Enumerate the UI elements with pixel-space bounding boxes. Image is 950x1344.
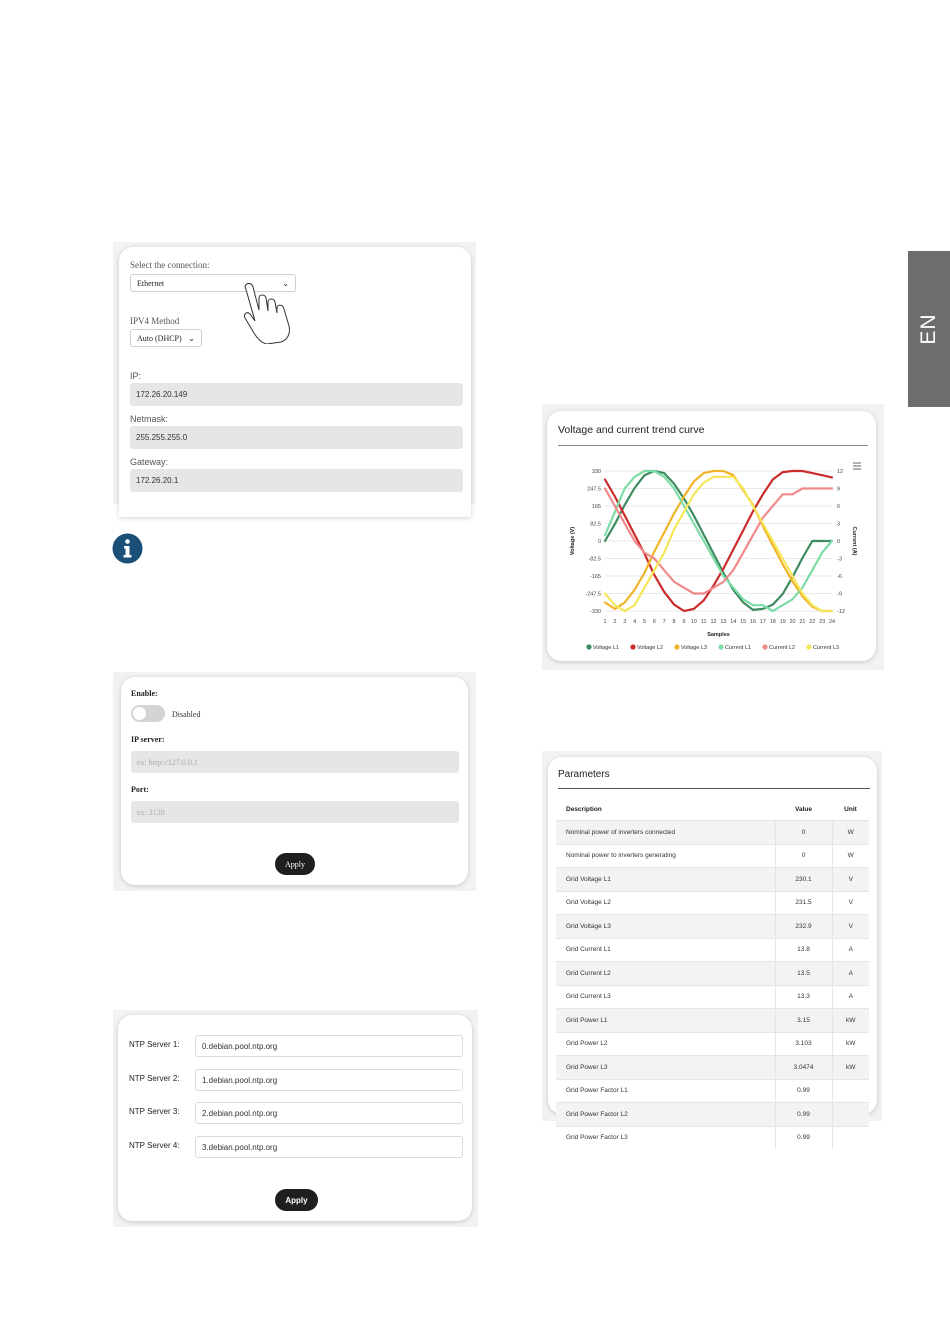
connection-label: Select the connection: [130, 260, 210, 270]
enable-toggle[interactable] [131, 705, 165, 722]
ntp-server-4-input[interactable]: 3.debian.pool.ntp.org [195, 1136, 463, 1158]
x-tick-label: 18 [769, 619, 776, 625]
table-row [556, 962, 869, 986]
column-header-value: Value [795, 805, 812, 813]
ip-server-label: IP server: [131, 735, 165, 744]
y2-axis-title: Current (A) [851, 526, 857, 556]
netmask-field[interactable]: 255.255.255.0 [130, 426, 463, 449]
y2-tick-label: -9 [837, 591, 842, 598]
table-row [556, 985, 869, 1009]
x-tick-label: 11 [700, 619, 707, 625]
legend-label: Voltage L3 [681, 645, 707, 651]
cell-description: Grid Power L2 [556, 1032, 775, 1056]
y-tick-label: -165 [589, 574, 601, 580]
gateway-field[interactable]: 172.26.20.1 [130, 469, 463, 492]
cell-value: 0 [775, 844, 832, 868]
cell-description: Nominal power of inverters connected [556, 821, 775, 845]
cell-unit [832, 1079, 869, 1103]
cell-unit: V [832, 891, 869, 915]
cell-value: 3.0474 [775, 1056, 832, 1080]
y2-tick-label: -6 [837, 574, 842, 580]
cell-description: Grid Power Factor L3 [556, 1126, 775, 1149]
cell-description: Grid Current L2 [556, 962, 775, 986]
cell-unit: A [832, 938, 869, 962]
x-tick-label: 7 [662, 619, 666, 625]
table-row [556, 821, 869, 845]
table-row [556, 1009, 869, 1033]
column-header-description: Description [566, 805, 602, 813]
ipv4-method-select[interactable] [130, 329, 202, 347]
ntp-server-4-label: NTP Server 4: [129, 1141, 180, 1150]
table-row [556, 1032, 869, 1056]
y-tick-label: -330 [589, 609, 601, 615]
ntp-server-1-input[interactable]: 0.debian.pool.ntp.org [195, 1035, 463, 1057]
x-tick-label: 4 [633, 619, 637, 625]
legend-marker [586, 644, 591, 649]
language-label: EN [917, 313, 940, 345]
x-tick-label: 8 [672, 619, 676, 625]
table-row [556, 844, 869, 868]
x-tick-label: 5 [642, 619, 647, 625]
cell-unit [832, 1126, 869, 1149]
trend-chart-screenshot [542, 404, 884, 670]
x-tick-label: 16 [749, 619, 757, 625]
x-tick-label: 6 [652, 619, 656, 625]
cell-value: 230.1 [775, 868, 832, 892]
legend-marker [674, 644, 679, 649]
apply-button[interactable]: Apply [275, 853, 315, 875]
x-tick-label: 15 [740, 619, 747, 625]
ntp-server-3-input[interactable]: 2.debian.pool.ntp.org [195, 1102, 463, 1124]
y2-tick-label: -3 [837, 556, 842, 563]
parameters-title: Parameters [558, 769, 610, 780]
y-tick-label: 165 [591, 504, 601, 510]
y2-tick-label: 6 [837, 504, 841, 510]
cell-value: 3.15 [775, 1009, 832, 1033]
legend-label: Current L1 [725, 645, 751, 651]
cell-description: Grid Current L3 [556, 985, 775, 1009]
ntp-server-3-label: NTP Server 3: [129, 1107, 180, 1116]
chart-title-divider [558, 445, 868, 446]
ntp-apply-button[interactable]: Apply [275, 1189, 318, 1211]
parameters-table [556, 798, 869, 1149]
x-tick-label: 10 [690, 619, 697, 625]
ipv4-method-label: IPV4 Method [130, 316, 180, 326]
cell-value: 13.3 [775, 985, 832, 1009]
cell-value: 0.99 [775, 1103, 832, 1127]
cell-description: Grid Voltage L2 [556, 891, 775, 915]
legend-marker [806, 644, 811, 649]
x-axis-title: Samples [707, 632, 730, 638]
x-tick-label: 3 [623, 619, 627, 625]
cell-unit: W [832, 844, 869, 868]
chart-title: Voltage and current trend curve [558, 424, 705, 436]
enable-label: Enable: [131, 689, 158, 698]
x-tick-label: 19 [779, 619, 786, 625]
trend-chart-card [547, 411, 876, 661]
toggle-knob [133, 707, 146, 720]
y-tick-label: -247.5 [585, 591, 601, 598]
ipv4-method-value: Auto (DHCP) [137, 333, 182, 343]
legend-label: Current L3 [813, 645, 839, 651]
cell-unit: A [832, 985, 869, 1009]
hand-pointer-icon [237, 280, 299, 344]
cell-unit: V [832, 868, 869, 892]
legend-marker [630, 644, 635, 649]
table-row [556, 891, 869, 915]
cell-description: Grid Voltage L1 [556, 868, 775, 892]
y2-tick-label: 0 [837, 539, 841, 545]
x-tick-label: 21 [799, 619, 806, 625]
cell-unit: kW [832, 1056, 869, 1080]
cell-description: Grid Power L1 [556, 1009, 775, 1033]
port-input[interactable]: ex: 3128 [131, 801, 459, 823]
cell-value: 0.99 [775, 1079, 832, 1103]
x-tick-label: 23 [819, 619, 826, 625]
x-tick-label: 20 [789, 619, 796, 625]
y2-tick-label: 12 [837, 469, 844, 475]
cell-unit: kW [832, 1009, 869, 1033]
table-row [556, 938, 869, 962]
cell-description: Grid Power Factor L1 [556, 1079, 775, 1103]
y2-tick-label: 3 [837, 521, 841, 528]
toggle-state-label: Disabled [172, 710, 201, 719]
ntp-settings-screenshot [113, 1010, 478, 1227]
cell-value: 13.5 [775, 962, 832, 986]
cell-description: Grid Current L1 [556, 938, 775, 962]
ntp-server-1-label: NTP Server 1: [129, 1040, 180, 1049]
network-settings-screenshot [113, 242, 476, 504]
cell-value: 0 [775, 821, 832, 845]
table-row [556, 868, 869, 892]
cell-unit: W [832, 821, 869, 845]
chevron-down-icon: ⌄ [188, 333, 195, 343]
cell-description: Nominal power to inverters generating [556, 844, 775, 868]
cell-description: Grid Power Factor L2 [556, 1103, 775, 1127]
cell-value: 231.5 [775, 891, 832, 915]
y-tick-label: 247.5 [587, 486, 601, 493]
cell-value: 232.9 [775, 915, 832, 939]
port-label: Port: [131, 785, 149, 794]
table-row [556, 1126, 869, 1149]
x-tick-label: 2 [613, 619, 617, 625]
ip-field[interactable]: 172.26.20.149 [130, 383, 463, 406]
ntp-server-2-label: NTP Server 2: [129, 1074, 180, 1083]
y-tick-label: 82.5 [590, 521, 601, 528]
info-icon [112, 533, 143, 564]
chevron-down-icon: ⌄ [282, 278, 289, 288]
x-tick-label: 1 [603, 619, 607, 625]
y-tick-label: -82.5 [588, 556, 601, 563]
cell-unit: V [832, 915, 869, 939]
cell-unit: kW [832, 1032, 869, 1056]
ip-server-input[interactable]: ex: http://127.0.0.1 [131, 751, 459, 773]
x-tick-label: 9 [682, 619, 686, 625]
y2-tick-label: -12 [837, 609, 845, 615]
x-tick-label: 17 [759, 619, 766, 625]
y-tick-label: 0 [597, 539, 601, 545]
x-tick-label: 24 [828, 619, 836, 625]
cell-description: Grid Voltage L3 [556, 915, 775, 939]
cell-value: 3.103 [775, 1032, 832, 1056]
trend-chart [547, 451, 876, 656]
legend-label: Current L2 [769, 645, 795, 651]
connection-value: Ethernet [137, 278, 165, 288]
cell-description: Grid Power L3 [556, 1056, 775, 1080]
ntp-server-2-input[interactable]: 1.debian.pool.ntp.org [195, 1069, 463, 1091]
cell-unit [832, 1103, 869, 1127]
column-header-unit: Unit [844, 805, 857, 813]
y-tick-label: 330 [591, 469, 601, 475]
netmask-label: Netmask: [130, 414, 169, 424]
language-tab [908, 251, 950, 407]
x-tick-label: 22 [809, 619, 816, 625]
table-row [556, 1056, 869, 1080]
ntp-settings-card [118, 1015, 472, 1221]
x-tick-label: 12 [710, 619, 717, 625]
legend-label: Voltage L1 [593, 645, 619, 651]
x-tick-label: 14 [730, 619, 737, 625]
cell-value: 0.99 [775, 1126, 832, 1149]
table-row [556, 1079, 869, 1103]
legend-label: Voltage L2 [637, 645, 663, 651]
proxy-settings-screenshot [113, 672, 476, 891]
gateway-label: Gateway: [130, 457, 169, 467]
y-axis-title: Voltage (V) [570, 526, 576, 556]
table-row [556, 915, 869, 939]
legend-marker [762, 644, 767, 649]
cell-value: 13.8 [775, 938, 832, 962]
parameters-title-divider [558, 788, 870, 789]
proxy-settings-card [121, 677, 468, 885]
cell-unit: A [832, 962, 869, 986]
y2-tick-label: 9 [837, 486, 841, 493]
table-row [556, 1103, 869, 1127]
network-settings-card [119, 247, 471, 517]
x-tick-label: 13 [720, 619, 727, 625]
legend-marker [718, 644, 723, 649]
ip-label: IP: [130, 371, 142, 381]
